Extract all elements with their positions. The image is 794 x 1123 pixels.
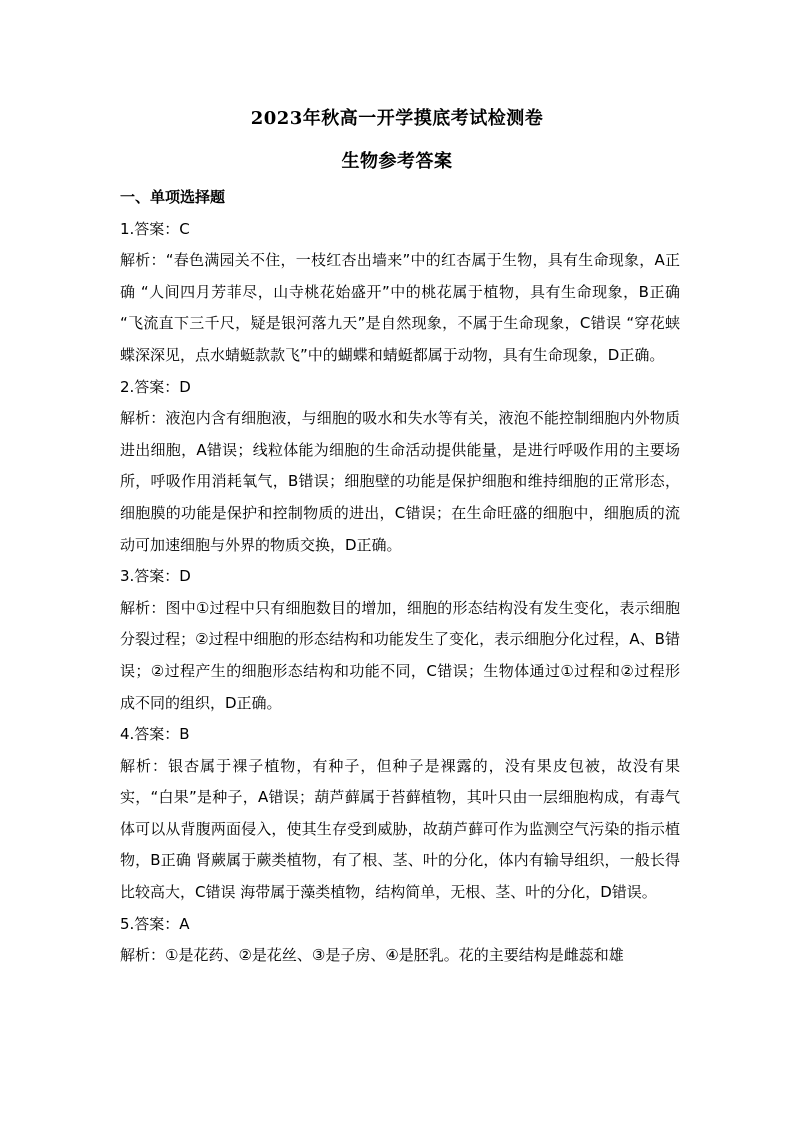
analysis-paragraph: 解析：图中①过程中只有细胞数目的增加，细胞的形态结构没有发生变化，表示细胞分裂过程；②过程中细胞的形态结构和功能发生了变化，表示细胞分化过程，A、B错误；②过程产生的细胞形态结构和功能不同，C错误；生物体通过①过程和②过程形成不同的组织，D正确。 [120, 598, 680, 712]
analysis-paragraph: 解析：①是花药、②是花丝、③是子房、④是胚乳。花的主要结构是雌蕊和雄 [120, 946, 624, 965]
answer-line: 2.答案：D [120, 377, 191, 396]
analysis-paragraph: 解析：银杏属于裸子植物，有种子，但种子是裸露的，没有果皮包被，故没有果实，“白果”是种子，A错误；葫芦藓属于苔藓植物，其叶只由一层细胞构成，有毒气体可以从背腹两面侵入，使其生存受到威胁，故葫芦藓可作为监测空气污染的指示植物，B正确 肾蕨属于蕨类植物，有了根、茎、叶的分化，体内有输导组织，一般长得比较高大，C错误 海带属于藻类植物，结构简单，无根、茎、叶的分化，D错误。 [120, 756, 680, 902]
answer-line: 4.答案：B [120, 725, 190, 744]
answer-line: 5.答案：A [120, 914, 190, 933]
analysis-paragraph: 解析：“春色满园关不住，一枝红杏出墙来”中的红杏属于生物，具有生命现象，A正确 “人间四月芳菲尽，山寺桃花始盛开”中的桃花属于植物，具有生命现象，B正确 “飞流直下三千尺，疑是银河落九天”是自然现象，不属于生命现象，C错误 “穿花蛱蝶深深见，点水蜻蜓款款飞”中的蝴蝶和蜻蜓都属于动物，具有生命现象，D正确。 [120, 251, 680, 364]
document-title: 2023年秋高一开学摸底考试检测卷 [250, 108, 544, 129]
answer-content [120, 182, 680, 972]
analysis-paragraph: 解析：液泡内含有细胞液，与细胞的吸水和失水等有关，液泡不能控制细胞内外物质进出细胞，A错误；线粒体能为细胞的生命活动提供能量，是进行呼吸作用的主要场所，呼吸作用消耗氧气，B错误；细胞壁的功能是保护细胞和维持细胞的正常形态，细胞膜的功能是保护和控制物质的进出，C错误；在生命旺盛的细胞中，细胞质的流动可加速细胞与外界的物质交换，D正确。 [120, 409, 680, 554]
answer-line: 3.答案：D [120, 567, 191, 586]
document-subtitle: 生物参考答案 [341, 151, 453, 172]
section-heading: 一、单项选择题 [120, 188, 226, 206]
answer-line: 1.答案：C [120, 219, 190, 238]
